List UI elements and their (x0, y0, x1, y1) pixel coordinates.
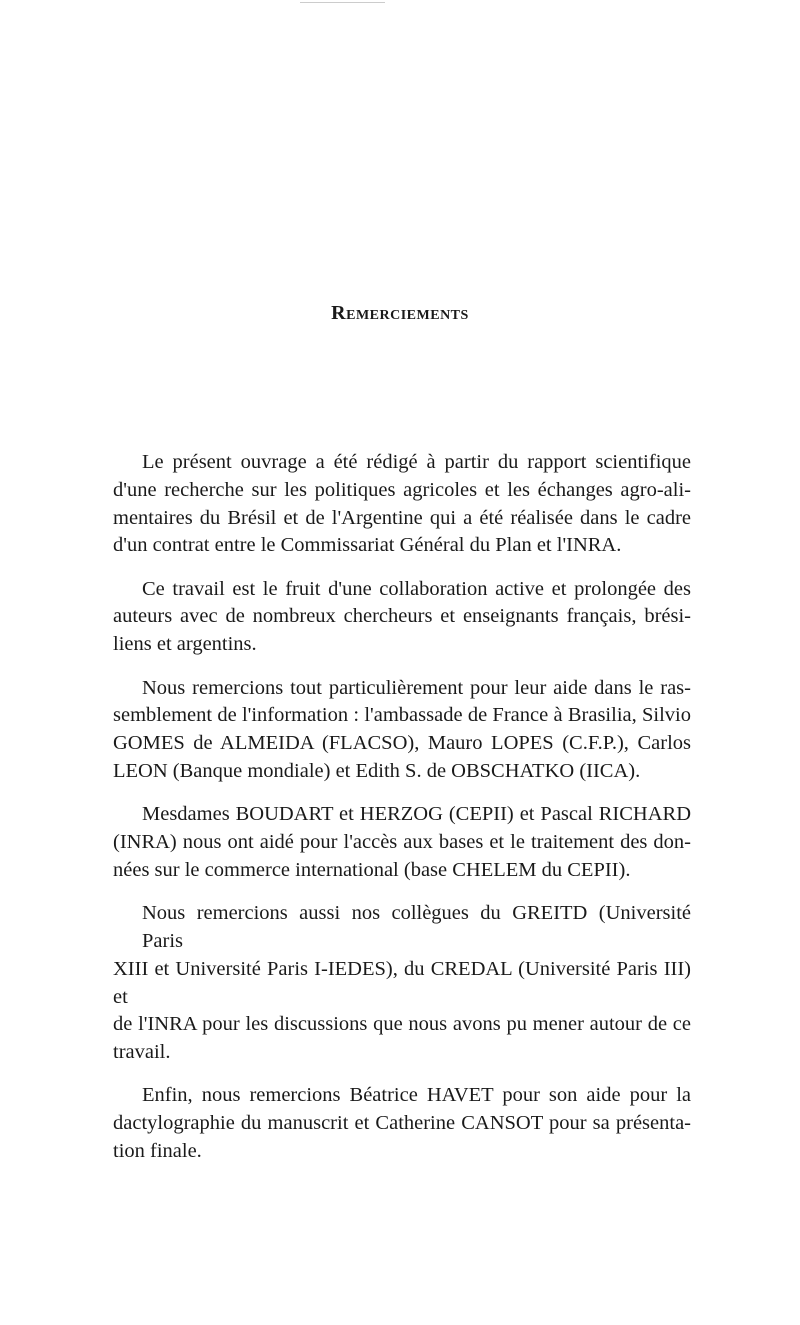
text-line: semblement de l'information : l'ambassade de France à Brasilia, Silvio (113, 704, 691, 727)
text-line: d'un contrat entre le Commissariat Général du Plan et l'INRA. (113, 534, 622, 557)
text-line: de l'INRA pour les discussions que nous avons pu mener autour de ce (113, 1013, 691, 1036)
text-line: Nous remercions tout particulièrement pour leur aide dans le ras- (142, 676, 691, 699)
text-line: nées sur le commerce international (base CHELEM du CEPII). (113, 858, 631, 881)
text-line: (INRA) nous ont aidé pour l'accès aux bases et le traitement des don- (113, 831, 691, 854)
page-title: Remerciements (331, 302, 469, 324)
text-line: GOMES de ALMEIDA (FLACSO), Mauro LOPES (C.F.P.), Carlos (113, 732, 691, 755)
text-line: liens et argentins. (113, 633, 257, 656)
text-line: Ce travail est le fruit d'une collaboration active et prolongée des (142, 577, 691, 600)
text-line: mentaires du Brésil et de l'Argentine qui a été réalisée dans le cadre (113, 506, 691, 529)
text-line: Mesdames BOUDART et HERZOG (CEPII) et Pascal RICHARD (142, 803, 691, 826)
text-line: XIII et Université Paris I-IEDES), du CREDAL (Université Paris III) et (113, 957, 691, 1008)
paragraph (113, 675, 691, 786)
text-line: auteurs avec de nombreux chercheurs et enseignants français, brési- (113, 605, 691, 628)
paragraph (113, 449, 691, 560)
paragraph (113, 900, 691, 1067)
text-line: travail. (113, 1041, 171, 1064)
scan-artifact (300, 2, 385, 3)
text-line: Enfin, nous remercions Béatrice HAVET pour son aide pour la (142, 1084, 691, 1107)
text-line: dactylographie du manuscrit et Catherine CANSOT pour sa présenta- (113, 1112, 691, 1135)
text-line: d'une recherche sur les politiques agricoles et les échanges agro-ali- (113, 478, 691, 501)
text-line: tion finale. (113, 1140, 202, 1163)
paragraph (113, 1082, 691, 1165)
text-line: Le présent ouvrage a été rédigé à partir du rapport scientifique (142, 451, 691, 473)
text-line: LEON (Banque mondiale) et Edith S. de OBSCHATKO (IICA). (113, 759, 641, 782)
text-line: Nous remercions aussi nos collègues du GREITD (Université Paris (142, 902, 691, 952)
paragraph (113, 576, 691, 659)
document-body (113, 449, 691, 1181)
paragraph (113, 801, 691, 884)
